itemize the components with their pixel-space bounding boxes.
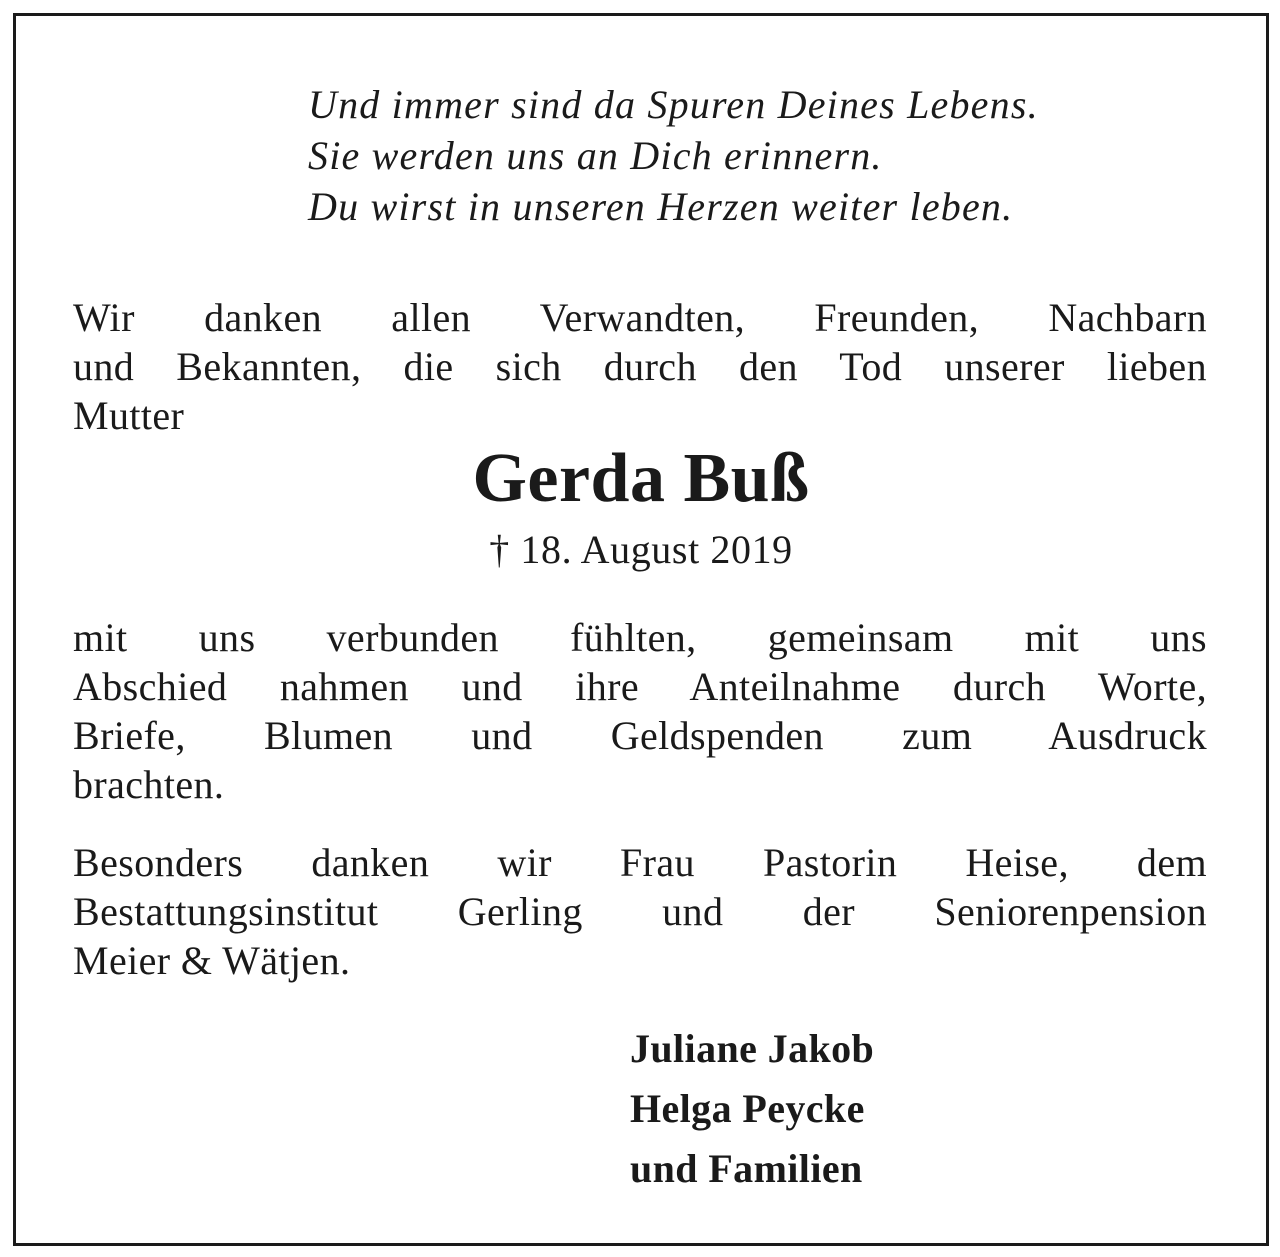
thanks-line: Meier & Wätjen. <box>73 938 351 983</box>
body-line: mit uns verbunden fühlten, gemeinsam mit uns <box>73 615 1207 660</box>
body-line: brachten. <box>73 762 225 807</box>
body-paragraph <box>73 613 1207 809</box>
verse-line: Sie werden uns an Dich erinnern. <box>308 133 883 178</box>
thanks-line: Besonders danken wir Frau Pastorin Heise, dem <box>73 840 1207 885</box>
deceased-name: Gerda Buß <box>472 440 810 517</box>
intro-line: Mutter <box>73 393 185 438</box>
body-line: Briefe, Blumen und Geldspenden zum Ausdruck <box>73 713 1207 758</box>
body-line: Abschied nahmen und ihre Anteilnahme durch Worte, <box>73 664 1207 709</box>
death-date: † 18. August 2019 <box>489 527 793 572</box>
thanks-line: Bestattungsinstitut Gerling und der Seniorenpension <box>73 889 1207 934</box>
signer-name: Helga Peycke <box>630 1086 865 1131</box>
intro-line: Wir danken allen Verwandten, Freunden, Nachbarn <box>73 295 1207 340</box>
verse <box>308 79 1039 232</box>
obituary-frame <box>13 13 1269 1246</box>
signer-name: Juliane Jakob <box>630 1026 875 1071</box>
intro-paragraph <box>73 293 1207 440</box>
intro-line: und Bekannten, die sich durch den Tod unserer lieben <box>73 344 1207 389</box>
verse-line: Und immer sind da Spuren Deines Lebens. <box>308 82 1039 127</box>
special-thanks-paragraph <box>73 838 1207 985</box>
signer-name: und Familien <box>630 1146 863 1191</box>
signers <box>630 1019 874 1199</box>
verse-line: Du wirst in unseren Herzen weiter leben. <box>308 184 1014 229</box>
